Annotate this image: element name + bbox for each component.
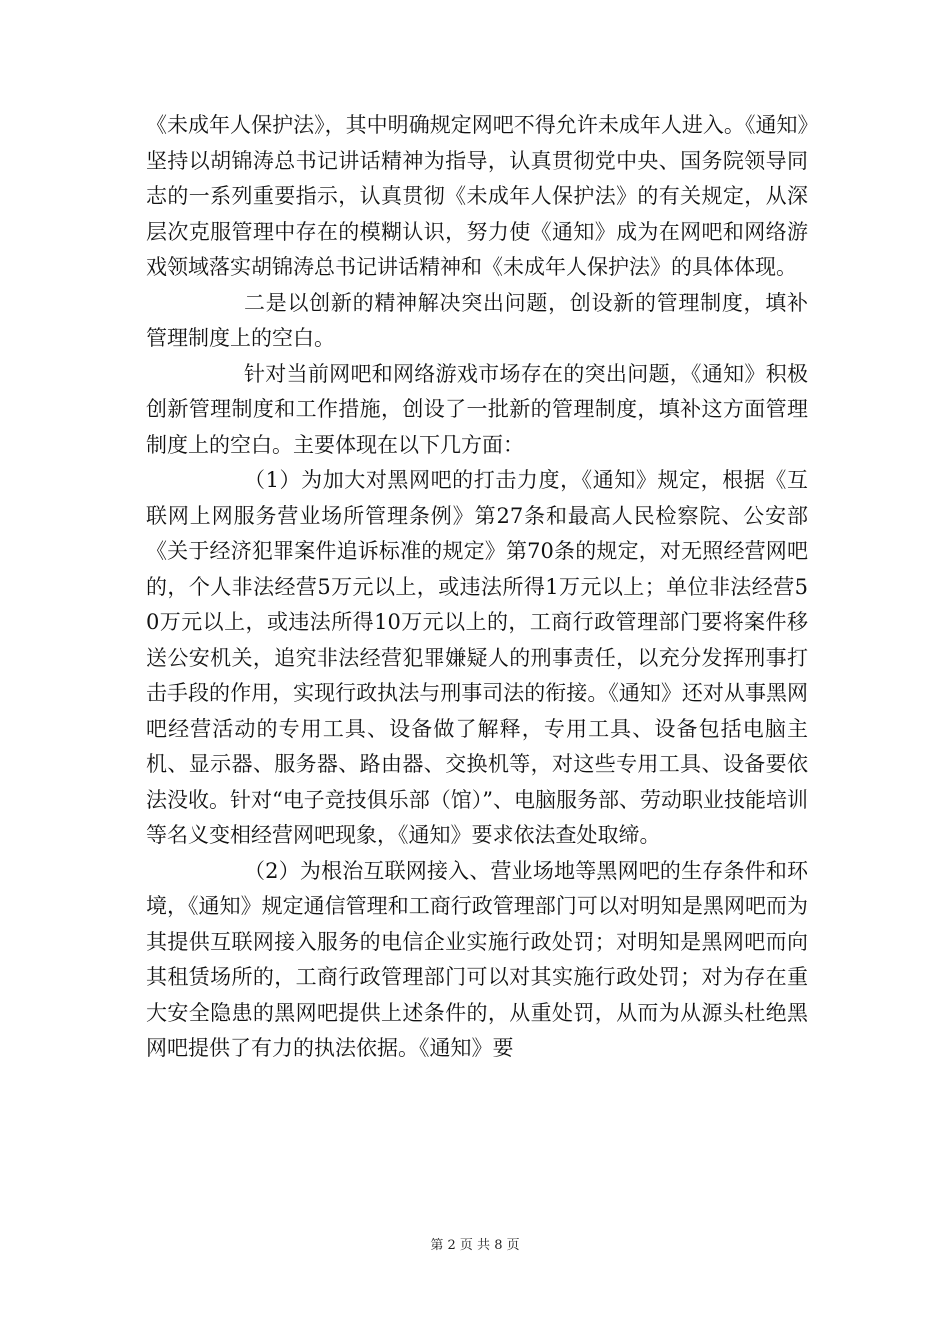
paragraph-item-1: （1）为加大对黑网吧的打击力度，《通知》规定，根据《互联网上网服务营业场所管理条例》第27条和最高人民检察院、公安部《关于经济犯罪案件追诉标准的规定》第70条的规定，对无照经营网吧的，个人非法经营5万元以上，或违法所得1万元以上；单位非法经营50万元以上，或违法所得10万元以上的，工商行政管理部门要将案件移送公安机关，追究非法经营犯罪嫌疑人的刑事责任，以充分发挥刑事打击手段的作用，实现行政执法与刑事司法的衔接。《通知》还对从事黑网吧经营活动的专用工具、设备做了解释，专用工具、设备包括电脑主机、显示器、服务器、路由器、交换机等，对这些专用工具、设备要依法没收。针对“电子竞技俱乐部（馆）”、电脑服务部、劳动职业技能培训等名义变相经营网吧现象，《通知》要求依法查处取缔。 xyxy=(146,468,808,847)
paragraph-continuation: 《未成年人保护法》，其中明确规定网吧不得允许未成年人进入。《通知》坚持以胡锦涛总书记讲话精神为指导，认真贯彻党中央、国务院领导同志的一系列重要指示，认真贯彻《未成年人保护法》的有关规定，从深层次克服管理中存在的模糊认识，努力使《通知》成为在网吧和网络游戏领域落实胡锦涛总书记讲话精神和《未成年人保护法》的具体体现。 xyxy=(146,113,808,279)
paragraph-section-heading: 二是以创新的精神解决突出问题，创设新的管理制度，填补管理制度上的空白。 xyxy=(146,290,808,350)
document-body xyxy=(146,108,808,1067)
paragraph-item-2: （2）为根治互联网接入、营业场地等黑网吧的生存条件和环境，《通知》规定通信管理和工商行政管理部门可以对明知是黑网吧而为其提供互联网接入服务的电信企业实施行政处罚；对明知是黑网吧而向其租赁场所的，工商行政管理部门可以对其实施行政处罚；对为存在重大安全隐患的黑网吧提供上述条件的，从重处罚，从而为从源头杜绝黑网吧提供了有力的执法依据。《通知》要 xyxy=(146,858,808,1060)
page-number-footer: 第 2 页 共 8 页 xyxy=(430,1238,520,1253)
paragraph-intro: 针对当前网吧和网络游戏市场存在的突出问题，《通知》积极创新管理制度和工作措施，创设了一批新的管理制度，填补这方面管理制度上的空白。主要体现在以下几方面： xyxy=(146,361,808,457)
